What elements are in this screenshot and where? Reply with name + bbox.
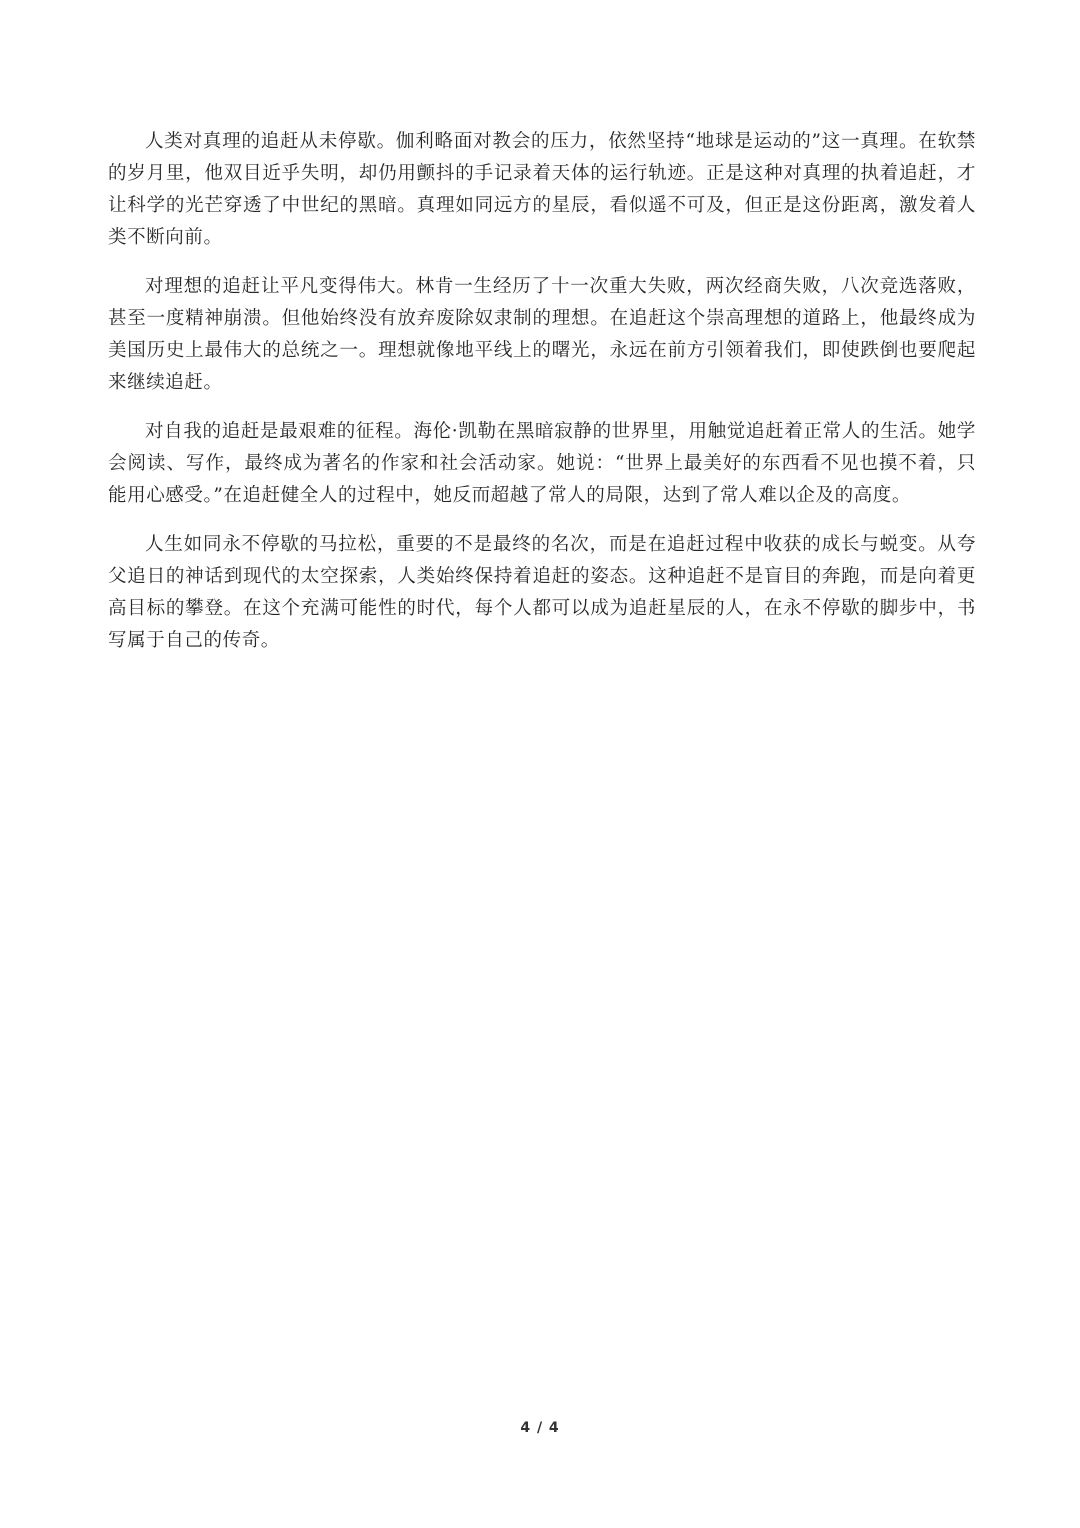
paragraph-truth: 人类对真理的追赶从未停歇。伽利略面对教会的压力，依然坚持“地球是运动的”这一真理。在软禁的岁月里，他双目近乎失明，却仍用颤抖的手记录着天体的运行轨迹。正是这种对真理的执着追赶，才让科学的光芒穿透了中世纪的黑暗。真理如同远方的星辰，看似遥不可及，但正是这份距离，激发着人类不断向前。 [108,131,976,248]
paragraph-self: 对自我的追赶是最艰难的征程。海伦·凯勒在黑暗寂静的世界里，用触觉追赶着正常人的生活。她学会阅读、写作，最终成为著名的作家和社会活动家。她说：“世界上最美好的东西看不见也摸不着，只能用心感受。”在追赶健全人的过程中，她反而超越了常人的局限，达到了常人难以企及的高度。 [108,421,976,506]
essay-body [108,126,976,674]
page-number: 4 / 4 [520,1420,560,1436]
paragraph-conclusion: 人生如同永不停歇的马拉松，重要的不是最终的名次，而是在追赶过程中收获的成长与蜕变。从夸父追日的神话到现代的太空探索，人类始终保持着追赶的姿态。这种追赶不是盲目的奔跑，而是向着更高目标的攀登。在这个充满可能性的时代，每个人都可以成为追赶星辰的人，在永不停歇的脚步中，书写属于自己的传奇。 [108,534,976,651]
paragraph-ideal: 对理想的追赶让平凡变得伟大。林肯一生经历了十一次重大失败，两次经商失败，八次竞选落败，甚至一度精神崩溃。但他始终没有放弃废除奴隶制的理想。在追赶这个崇高理想的道路上，他最终成为美国历史上最伟大的总统之一。理想就像地平线上的曙光，永远在前方引领着我们，即使跌倒也要爬起来继续追赶。 [108,276,976,393]
